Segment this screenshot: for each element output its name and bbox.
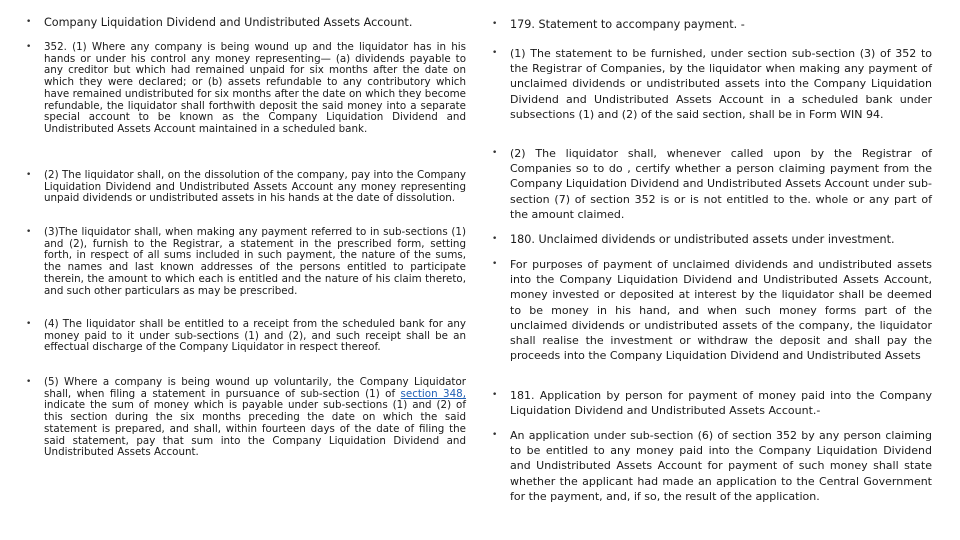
bullet-icon: •: [26, 170, 32, 180]
right-item-179: [492, 17, 932, 32]
right-item-text: 179. Statement to accompany payment. -: [510, 18, 745, 31]
left-heading-item: [26, 17, 466, 29]
right-item-179-1: [492, 46, 932, 122]
right-item-text: 180. Unclaimed dividends or undistributed assets under investment.: [510, 233, 895, 246]
left-item-text: [44, 377, 466, 459]
bullet-icon: •: [492, 234, 498, 244]
bullet-icon: •: [492, 259, 498, 269]
left-item-text: (2) The liquidator shall, on the dissolution of the company, pay into the Company Liquidation Dividend and Undistributed Assets Account any money representing unpaid dividends or undistributed assets in his hands at the date of dissolution.: [44, 169, 466, 205]
left-item-text: (4) The liquidator shall be entitled to a receipt from the scheduled bank for any money paid to it under sub-sections (1) and (2), and such receipt shall be an effectual discharge of the Company Liquidator in respect thereof.: [44, 318, 466, 354]
right-item-179-2: [492, 146, 932, 222]
left-heading-text: Company Liquidation Dividend and Undistributed Assets Account.: [44, 16, 413, 29]
bullet-icon: •: [492, 390, 498, 400]
right-item-181: [492, 388, 932, 418]
left-item-352-2: [26, 170, 466, 205]
right-item-text: For purposes of payment of unclaimed dividends and undistributed assets into the Company Liquidation Dividend and Undistributed Assets Account, money invested or deposited at interest by the liquidator shall be deemed to be money in his hand, and when such money forms part of the unclaimed dividends or undistributed assets of the company, the liquidator shall realise the investment or withdraw the deposit and shall pay the proceeds into the Company Liquidation Dividend and Undistributed Assets: [510, 258, 932, 363]
bullet-icon: •: [492, 430, 498, 440]
left-item-text: 352. (1) Where any company is being wound up and the liquidator has in his hands or under his control any money representing— (a) dividends payable to any creditor but which had remained unpaid for six months after the date on which they were declared; or (b) assets refundable to any contributory which have remained undistributed for six months after the date on which they become refundable, the liquidator shall forthwith deposit the said money into a separate special account to be known as the Company Liquidation Dividend and Undistributed Assets Account maintained in a scheduled bank.: [44, 41, 466, 135]
right-item-181-body: [492, 428, 932, 504]
right-item-180-body: [492, 257, 932, 363]
right-item-text: (2) The liquidator shall, whenever called upon by the Registrar of Companies so to do , certify whether a person claiming payment from the Company Liquidation Dividend and Undistributed Assets Account under sub-section (7) of section 352 is or is not entitled to the. whole or any part of the amount claimed.: [510, 147, 932, 221]
bullet-icon: •: [492, 48, 498, 58]
right-item-text: An application under sub-section (6) of section 352 by any person claiming to be entitled to any money paid into the Company Liquidation Dividend and Undistributed Assets Account for payment of such money shall state whether the applicant had made an application to the Central Government for the payment, and, if so, the result of the application.: [510, 429, 932, 503]
bullet-icon: •: [26, 227, 32, 237]
text-after-link: indicate the sum of money which is payable under sub-sections (1) and (2) of this section during the six months preceding the date on which the said statement is prepared, and shall, within fourteen days of the date of filing the said statement, pay that sum into the Company Liquidation Dividend and Undistributed Assets Account.: [44, 399, 466, 459]
right-item-text: (1) The statement to be furnished, under section sub-section (3) of 352 to the Registrar of Companies, by the liquidator when making any payment of unclaimed dividends or undistributed assets into the Company Liquidation Dividend and Undistributed Assets Account in a scheduled bank under subsections (1) and (2) of the said section, shall be in Form WIN 94.: [510, 47, 932, 121]
bullet-icon: •: [492, 148, 498, 158]
bullet-icon: •: [26, 377, 32, 387]
text-before-link: (5) Where a company is being wound up voluntarily, the Company Liquidator shall, when filing a statement in pursuance of sub-section (1) of: [44, 376, 466, 400]
left-item-352-3: [26, 227, 466, 297]
section-348-link[interactable]: section 348,: [400, 387, 466, 400]
left-item-text: (3)The liquidator shall, when making any payment referred to in sub-sections (1) and (2), furnish to the Registrar, a statement in the prescribed form, setting forth, in respect of all sums included in such payment, the nature of the sums, the names and last known addresses of the persons entitled to participate therein, the amount to which each is entitled and the nature of his claim thereto, and such other particulars as may be prescribed.: [44, 226, 466, 297]
bullet-icon: •: [26, 319, 32, 329]
left-item-352-5: [26, 377, 466, 459]
right-item-180: [492, 232, 932, 247]
bullet-icon: •: [26, 42, 32, 52]
right-item-text: 181. Application by person for payment of money paid into the Company Liquidation Dividend and Undistributed Assets Account.-: [510, 389, 932, 418]
left-item-352-1: [26, 42, 466, 136]
left-item-352-4: [26, 319, 466, 354]
bullet-icon: •: [26, 17, 32, 27]
bullet-icon: •: [492, 19, 498, 29]
